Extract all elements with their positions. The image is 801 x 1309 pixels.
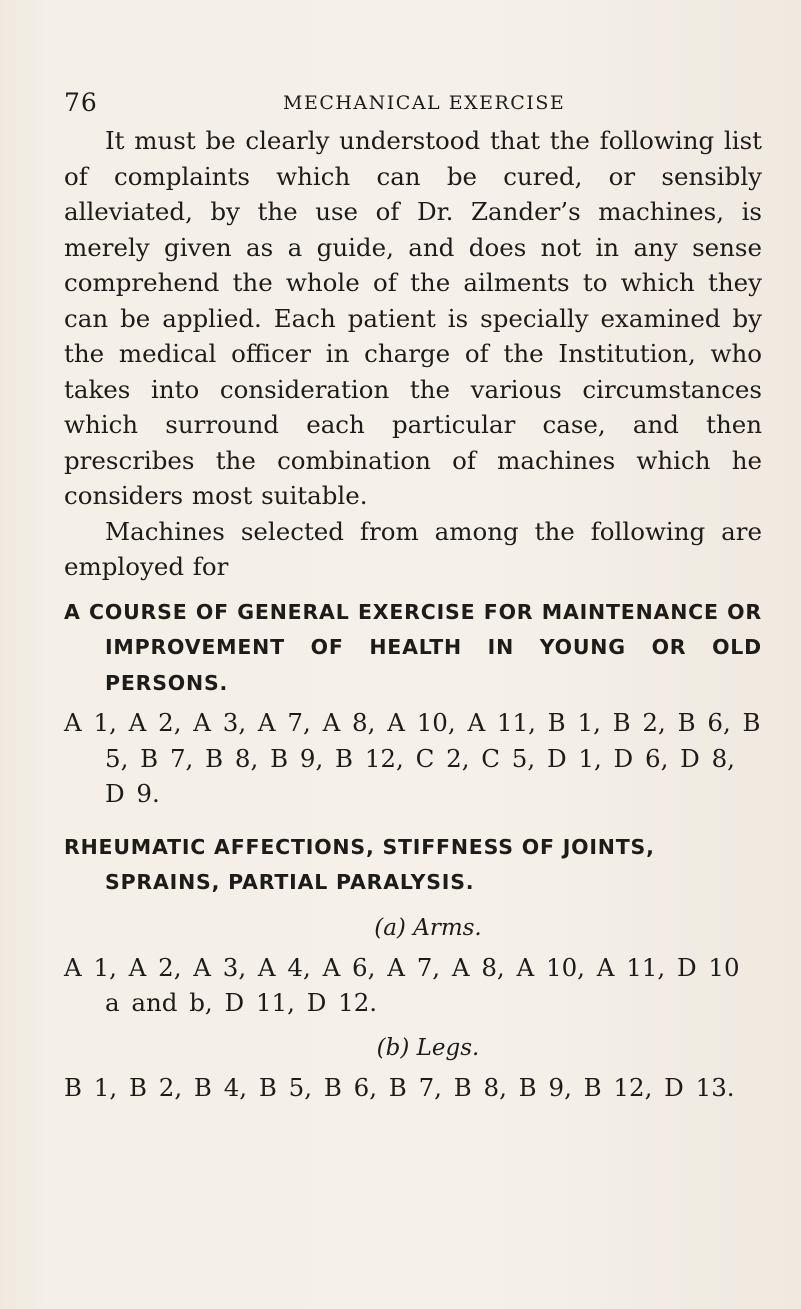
rheumatic-affections-heading: RHEUMATIC AFFECTIONS, STIFFNESS OF JOINTS, SPRAINS, PARTIAL PARALYSIS.: [64, 834, 655, 894]
legs-machine-list: B 1, B 2, B 4, B 5, B 6, B 7, B 8, B 9, B 12, D 13.: [64, 1072, 735, 1102]
general-exercise-heading: A COURSE OF GENERAL EXERCISE FOR MAINTENANCE OR IMPROVEMENT OF HEALTH IN YOUNG OR OLD PERSONS.: [64, 599, 762, 695]
machines-intro-paragraph: Machines selected from among the following are employed for: [64, 516, 762, 581]
arms-machine-list: A 1, A 2, A 3, A 4, A 6, A 7, A 8, A 10, A 11, D 10 a and b, D 11, D 12.: [64, 952, 740, 1017]
general-exercise-machine-list: A 1, A 2, A 3, A 7, A 8, A 10, A 11, B 1, B 2, B 6, B 5, B 7, B 8, B 9, B 12, C 2, C 5, D 1, D 6, D 8, D 9.: [64, 708, 761, 808]
page-header: [0, 88, 801, 118]
body-text: [64, 123, 762, 1105]
arms-subheading: (a) Arms.: [374, 914, 482, 941]
legs-subheading: (b) Legs.: [376, 1034, 480, 1061]
running-head: MECHANICAL EXERCISE: [283, 92, 566, 114]
page-number: 76: [64, 88, 98, 117]
intro-paragraph: It must be clearly understood that the following list of complaints which can be cured, or sensibly alleviated, by the use of Dr. Zander’s machines, is merely given as a guide, and does not in any sense comprehend the whole of the ailments to which they can be applied. Each patient is specially examined by the medical officer in charge of the Institution, who takes into consideration the various circumstances which surround each particular case, and then prescribes the combination of machines which he considers most suitable.: [64, 126, 762, 510]
